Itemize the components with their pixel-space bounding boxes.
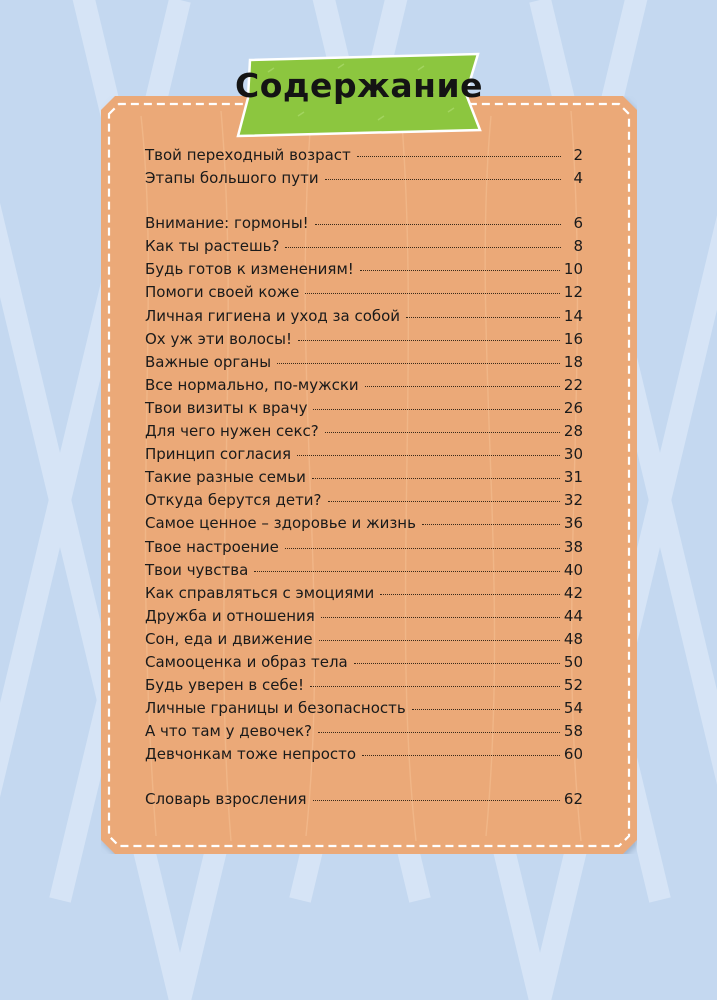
toc-entry-title: Ох уж эти волосы! — [145, 329, 292, 348]
toc-entry-page: 10 — [563, 260, 583, 279]
title-tag — [228, 52, 490, 138]
dot-leader — [310, 686, 560, 687]
dot-leader — [285, 247, 561, 248]
toc-entry-title: Твои визиты к врачу — [145, 398, 308, 417]
toc-entry[interactable] — [145, 399, 583, 422]
dot-leader — [305, 293, 560, 294]
toc-entry[interactable] — [145, 468, 583, 491]
toc-entry-title: Этапы большого пути — [145, 169, 319, 188]
toc-entry[interactable] — [145, 607, 583, 630]
toc-entry[interactable] — [145, 790, 583, 813]
toc-entry-page: 12 — [563, 283, 583, 302]
toc-entry-title: Помоги своей коже — [145, 283, 300, 302]
toc-entry-page: 22 — [563, 375, 583, 394]
toc-entry-title: Такие разные семьи — [145, 468, 306, 487]
toc-entry[interactable] — [145, 538, 583, 561]
toc-entry[interactable] — [145, 283, 583, 306]
toc-entry[interactable] — [145, 146, 583, 169]
toc-entry-page: 28 — [563, 422, 583, 441]
toc-entry-title: Личная гигиена и уход за собой — [145, 306, 401, 325]
dot-leader — [298, 340, 560, 341]
toc-entry[interactable] — [145, 445, 583, 468]
dot-leader — [380, 594, 560, 595]
dot-leader — [285, 548, 560, 549]
toc-entry-title: Все нормально, по-мужски — [145, 375, 359, 394]
dot-leader — [312, 478, 560, 479]
toc-entry-title: Будь готов к изменениям! — [145, 260, 354, 279]
dot-leader — [325, 432, 560, 433]
dot-leader — [319, 640, 560, 641]
dot-leader — [328, 501, 560, 502]
toc-entry-title: Самое ценное – здоровье и жизнь — [145, 514, 416, 533]
dot-leader — [365, 386, 560, 387]
toc-entry-page: 62 — [563, 790, 583, 809]
toc-entry-page: 48 — [563, 629, 583, 648]
toc-entry[interactable] — [145, 491, 583, 514]
toc-entry[interactable] — [145, 561, 583, 584]
dot-leader — [321, 617, 560, 618]
toc-entry-page: 8 — [573, 237, 583, 256]
toc-entry-page: 26 — [563, 398, 583, 417]
toc-entry-page: 40 — [563, 560, 583, 579]
toc-entry-page: 6 — [573, 214, 583, 233]
toc-entry[interactable] — [145, 422, 583, 445]
dot-leader — [315, 224, 561, 225]
toc-entry-page: 30 — [563, 445, 583, 464]
toc-entry-title: Самооценка и образ тела — [145, 652, 348, 671]
toc-entry[interactable] — [145, 214, 583, 237]
toc-entry-title: Сон, еда и движение — [145, 629, 313, 648]
toc-entry-page: 16 — [563, 329, 583, 348]
toc-entry-title: Девчонкам тоже непросто — [145, 745, 357, 764]
dot-leader — [406, 317, 560, 318]
toc-entry-page: 54 — [563, 699, 583, 718]
dot-leader — [318, 732, 560, 733]
dot-leader — [360, 270, 560, 271]
toc-entry-title: Важные органы — [145, 352, 272, 371]
toc-entry-title: Словарь взросления — [145, 790, 307, 809]
toc-entry-page: 38 — [563, 537, 583, 556]
toc-entry[interactable] — [145, 745, 583, 768]
toc-entry[interactable] — [145, 676, 583, 699]
toc-entry-title: Твой переходный возраст — [145, 146, 351, 164]
toc-entry-title: Дружба и отношения — [145, 606, 315, 625]
toc-entry-title: Будь уверен в себе! — [145, 676, 304, 695]
toc-entry[interactable] — [145, 630, 583, 653]
toc-entry-page: 50 — [563, 652, 583, 671]
toc-entry[interactable] — [145, 722, 583, 745]
toc-entry-page: 60 — [563, 745, 583, 764]
toc-group-glossary — [145, 790, 583, 813]
toc-entry[interactable] — [145, 260, 583, 283]
dot-leader — [357, 156, 561, 157]
toc-entry-page: 4 — [573, 169, 583, 188]
toc-entry-page: 52 — [563, 676, 583, 695]
toc-entry-title: Твое настроение — [145, 537, 279, 556]
dot-leader — [362, 755, 560, 756]
toc-entry[interactable] — [145, 169, 583, 192]
toc-entry[interactable] — [145, 237, 583, 260]
dot-leader — [254, 571, 560, 572]
toc-entry[interactable] — [145, 653, 583, 676]
toc-entry-page: 58 — [563, 722, 583, 741]
toc-entry-title: А что там у девочек? — [145, 722, 312, 741]
toc-entry-page: 32 — [563, 491, 583, 510]
toc-entry-page: 31 — [563, 468, 583, 487]
dot-leader — [297, 455, 560, 456]
page-title: Содержание — [235, 66, 483, 105]
toc-entry-title: Твои чувства — [145, 560, 249, 579]
toc-entry-title: Личные границы и безопасность — [145, 699, 406, 718]
toc-entry-page: 2 — [573, 146, 583, 164]
dot-leader — [277, 363, 560, 364]
toc-entry-title: Откуда берутся дети? — [145, 491, 322, 510]
toc-entry-title: Для чего нужен секс? — [145, 422, 319, 441]
toc-entry-title: Как справляться с эмоциями — [145, 583, 375, 602]
dot-leader — [313, 800, 560, 801]
dot-leader — [313, 409, 559, 410]
toc-entry[interactable] — [145, 353, 583, 376]
toc-entry[interactable] — [145, 307, 583, 330]
toc-group-main — [145, 214, 583, 768]
dot-leader — [325, 179, 561, 180]
toc-entry-page: 36 — [563, 514, 583, 533]
toc-entry[interactable] — [145, 514, 583, 537]
toc-entry-page: 18 — [563, 352, 583, 371]
toc-entry-page: 42 — [563, 583, 583, 602]
toc-entry-title: Внимание: гормоны! — [145, 214, 309, 233]
dot-leader — [354, 663, 560, 664]
dot-leader — [412, 709, 560, 710]
table-of-contents — [145, 146, 583, 814]
toc-entry[interactable] — [145, 330, 583, 353]
dot-leader — [422, 524, 560, 525]
toc-entry[interactable] — [145, 699, 583, 722]
toc-entry[interactable] — [145, 376, 583, 399]
toc-entry-title: Как ты растешь? — [145, 237, 280, 256]
toc-entry-page: 14 — [563, 306, 583, 325]
toc-entry-title: Принцип согласия — [145, 445, 291, 464]
toc-entry-page: 44 — [563, 606, 583, 625]
toc-group-intro — [145, 146, 583, 192]
toc-entry[interactable] — [145, 584, 583, 607]
